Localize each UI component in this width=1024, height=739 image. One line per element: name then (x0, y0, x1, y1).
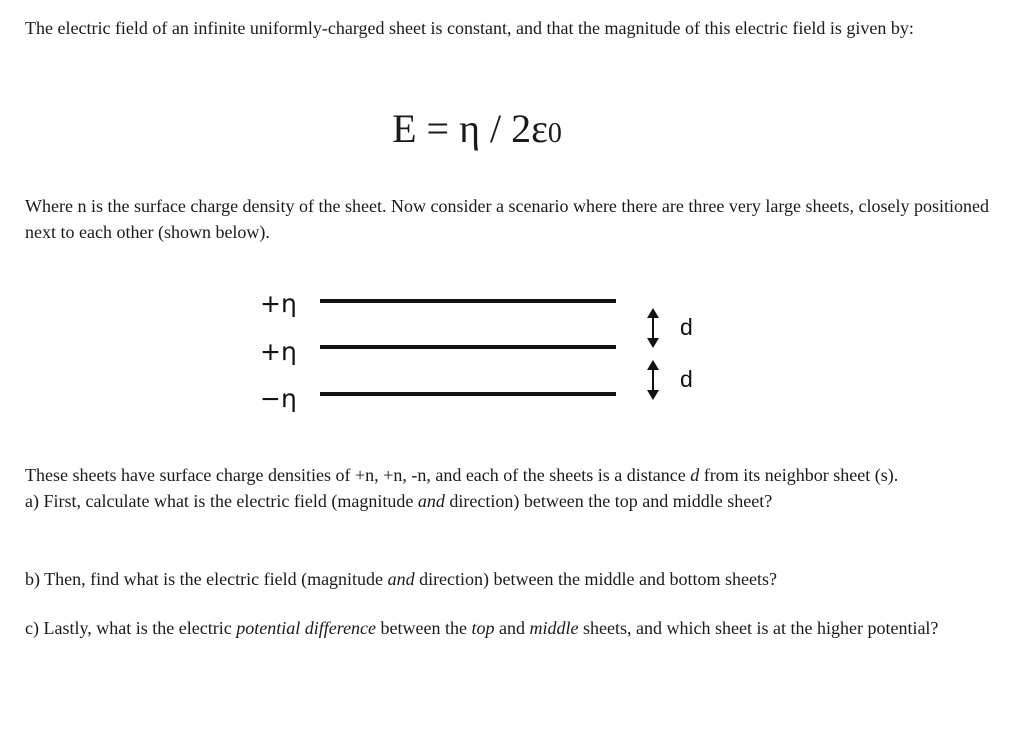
question-b-and: and (387, 569, 415, 589)
question-c-potential-difference: potential difference (236, 618, 377, 638)
densities-and-question-a (25, 462, 1000, 514)
question-c (25, 615, 1000, 641)
electric-field-formula (0, 105, 954, 158)
sheet-label-bottom: −η (260, 384, 297, 413)
distance-label-bottom: d (680, 366, 693, 392)
sheet-label-middle: +η (260, 337, 297, 366)
question-c-top: top (471, 618, 495, 638)
where-paragraph (25, 193, 1000, 245)
sheet-line-middle (320, 345, 616, 349)
question-b-text-2: direction) between the middle and bottom sheets? (414, 569, 777, 589)
sheet-label-top: +η (260, 289, 297, 318)
question-b-text-1: b) Then, find what is the electric field (magnitude (25, 569, 388, 589)
densities-text-1: These sheets have surface charge densities of +n, +n, -n, and each of the sheets is a distance (25, 465, 691, 485)
question-c-text-1: c) Lastly, what is the electric (25, 618, 237, 638)
question-a-text-1: a) First, calculate what is the electric field (magnitude (25, 491, 418, 511)
sheet-line-top (320, 299, 616, 303)
distance-arrows-icon (643, 306, 663, 402)
intro-paragraph (25, 15, 1000, 41)
question-c-middle: middle (529, 618, 579, 638)
distance-label-top: d (680, 314, 693, 340)
intro-text: The electric field of an infinite uniformly-charged sheet is constant, and that the magnitude of this electric field is given by: (25, 18, 914, 38)
where-text: Where n is the surface charge density of the sheet. Now consider a scenario where there are three very large sheets, closely positioned next to each other (shown below). (25, 196, 989, 242)
formula-subscript: 0 (547, 118, 562, 149)
formula-main: E = η / 2ε (392, 106, 548, 151)
question-a-and: and (417, 491, 445, 511)
distance-arrow-bottom-icon (647, 360, 659, 400)
question-a-text-2: direction) between the top and middle sheet? (444, 491, 773, 511)
question-c-text-4: sheets, and which sheet is at the higher potential? (578, 618, 939, 638)
question-b (25, 566, 1000, 592)
densities-text-2: from its neighbor sheet (s). (699, 465, 899, 485)
question-c-text-3: and (494, 618, 530, 638)
distance-arrow-top-icon (647, 308, 659, 348)
sheet-line-bottom (320, 392, 616, 396)
three-sheets-diagram (240, 282, 720, 413)
question-c-text-2: between the (376, 618, 472, 638)
densities-var-d: d (690, 465, 700, 485)
